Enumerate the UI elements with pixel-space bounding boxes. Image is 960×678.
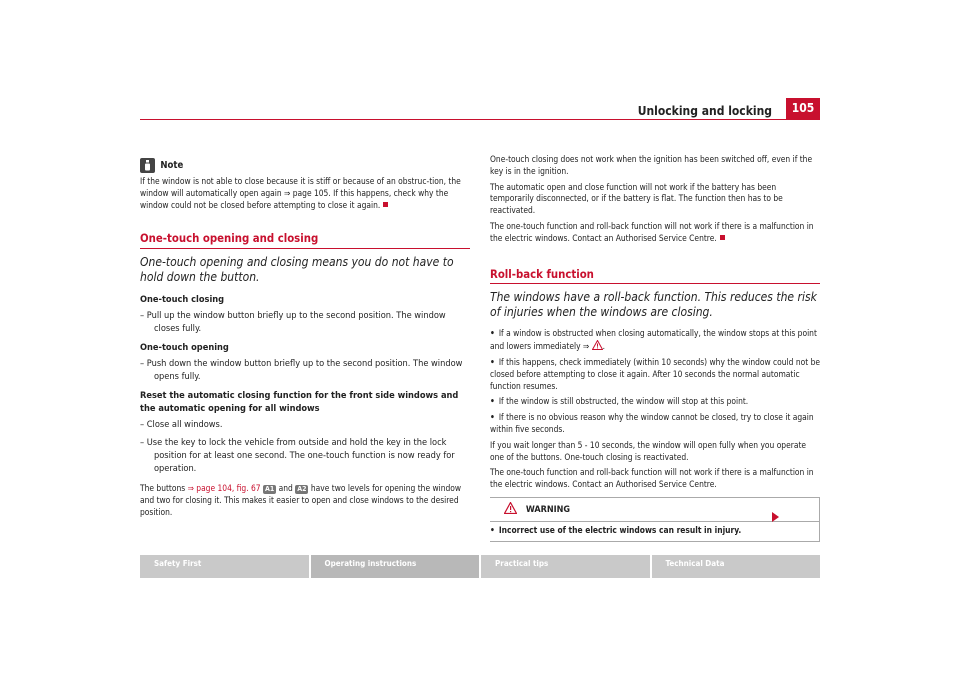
step-closing: – Pull up the window button briefly up to the second position. The window closes fully. <box>140 310 446 335</box>
paragraph-malfunction: The one-touch function and roll-back function will not work if there is a malfunction in the electric windows. Contact an Authorised Service Centre. <box>490 220 814 243</box>
footer-tab-safety-first[interactable]: Safety First <box>140 555 309 578</box>
warning-triangle-icon <box>504 502 517 514</box>
note-text: If the window is not able to close because it is stiff or because of an obstruc-tion, the window will automatically open again ⇒ page 105. If this happens, check why the window could not be closed before attempting to close it again. <box>140 176 461 210</box>
paragraph-wait-longer: If you wait longer than 5 - 10 seconds, the window will open fully when you operate one of the buttons. One-touch closing is reactivated. <box>490 439 807 462</box>
footer-nav <box>140 555 820 578</box>
note-heading <box>140 158 470 173</box>
section-title-one-touch: One-touch opening and closing <box>140 233 470 249</box>
badge-a2: A2 <box>297 485 307 494</box>
step-reset-1: – Close all windows. <box>140 419 223 431</box>
bullet-item: • If a window is obstructed when closing automatically, the window stops at this point and lowers immediately ⇒ . <box>490 328 817 352</box>
page-number: 105 <box>786 98 820 119</box>
footer-tab-technical-data[interactable]: Technical Data <box>652 555 821 578</box>
warning-text: • Incorrect use of the electric windows can result in injury. <box>490 521 819 541</box>
paragraph-malfunction-2: The one-touch function and roll-back function will not work if there is a malfunction in the electric windows. Contact an Authorised Service Centre. <box>490 467 814 490</box>
header-rule <box>140 119 820 120</box>
warning-heading <box>490 498 819 521</box>
warning-label: WARNING <box>525 504 571 515</box>
note-label: Note <box>160 160 184 171</box>
step-reset-2: – Use the key to lock the vehicle from outside and hold the key in the lock position for at least one second. The one-touch function is now ready for operation. <box>140 437 455 475</box>
section-subtitle-one-touch: One-touch opening and closing means you do not have to hold down the button. <box>140 255 454 285</box>
page-header-title: Unlocking and locking <box>637 104 772 118</box>
left-column <box>140 158 470 523</box>
section-subtitle-roll-back: The windows have a roll-back function. This reduces the risk of injuries when the windows are closing. <box>490 290 817 320</box>
paragraph-ignition: One-touch closing does not work when the ignition has been switched off, even if the key is in the ignition. <box>490 154 813 176</box>
note-icon <box>140 158 155 173</box>
heading-one-touch-opening: One-touch opening <box>140 342 229 354</box>
section-title-roll-back: Roll-back function <box>490 269 820 285</box>
badge-a1: A1 <box>264 485 275 494</box>
bullet-item: • If there is no obvious reason why the window cannot be closed, try to close it again within five seconds. <box>490 412 814 434</box>
continue-arrow-icon <box>772 512 779 522</box>
paragraph-battery: The automatic open and close function will not work if the battery has been temporarily disconnected, or if the battery is flat. The function then has to be reactivated. <box>490 181 783 216</box>
right-column <box>490 154 820 542</box>
warning-triangle-icon <box>592 340 603 350</box>
footer-tab-practical-tips[interactable]: Practical tips <box>481 555 650 578</box>
warning-box <box>490 497 820 542</box>
heading-reset: Reset the automatic closing function for the front side windows and the automatic opening for all windows <box>140 390 459 415</box>
heading-one-touch-closing: One-touch closing <box>140 294 225 306</box>
footer-tab-operating-instructions[interactable]: Operating instructions <box>311 555 480 578</box>
bullet-item: • If this happens, check immediately (within 10 seconds) why the window could not be closed before attempting to close it again. After 10 seconds the normal automatic function resumes. <box>490 356 820 391</box>
end-marker-icon <box>383 202 388 207</box>
buttons-paragraph: The buttons ⇒ page 104, fig. 67 A1 and A2 have two levels for opening the window and two for closing it. This makes it easier to open and close windows to the desired position. <box>140 483 462 517</box>
step-opening: – Push down the window button briefly up to the second position. The window opens fully. <box>140 358 463 383</box>
page-link[interactable]: ⇒ page 104, fig. 67 <box>187 483 261 494</box>
bullet-item: • If the window is still obstructed, the window will stop at this point. <box>490 396 749 407</box>
end-marker-icon <box>720 235 725 240</box>
